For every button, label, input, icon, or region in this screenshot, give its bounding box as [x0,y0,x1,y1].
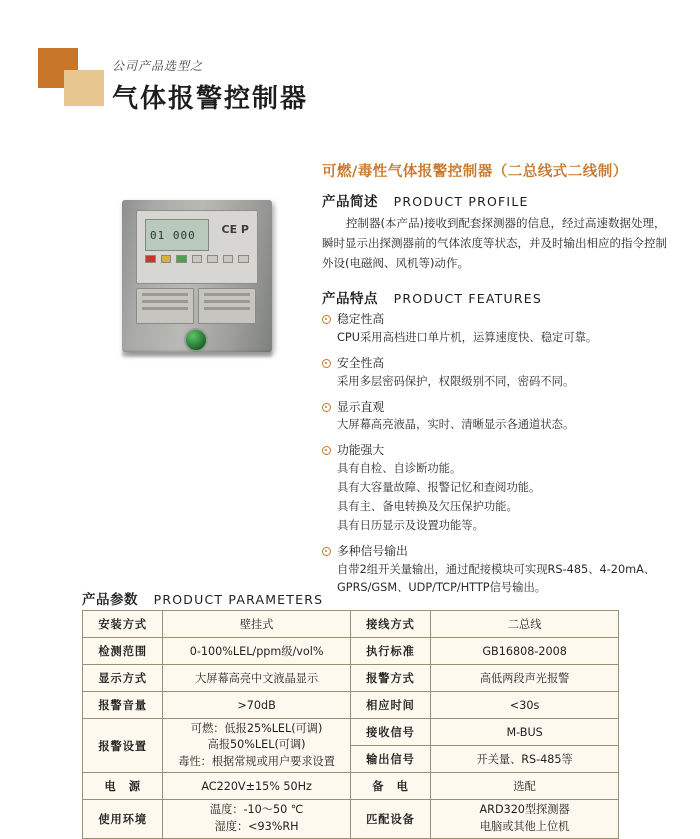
table-row [83,773,619,800]
parameters-title-cn: 产品参数 [82,592,138,608]
led-green-icon [176,255,187,263]
param-value: 高低两段声光报警 [431,665,619,692]
device-shadow [122,351,272,357]
param-label: 报警方式 [350,665,430,692]
table-row [83,692,619,719]
device-indicator-knob [184,328,208,352]
device-module-left [136,288,194,324]
page-header [0,0,700,120]
module-line [204,300,250,303]
page-title: 气体报警控制器 [112,84,309,114]
parameters-title-en: PRODUCT PARAMETERS [153,592,324,607]
feature-body [322,416,670,435]
feature-head [322,355,670,373]
feature-line: 大屏幕高亮液晶，实时、清晰显示各通道状态。 [337,418,575,432]
feature-head [322,311,670,329]
profile-title-en: PRODUCT PROFILE [393,194,529,209]
feature-line: 自带2组开关量输出，通过配接模块可实现RS-485、4-20mA、 [337,562,656,576]
param-value: 大屏幕高亮中文液晶显示 [163,665,350,692]
feature-head-label: 安全性高 [337,355,385,370]
param-value-line: 电脑或其他上位机 [479,819,570,833]
ring-bullet-icon [322,547,331,556]
feature-line: CPU采用高档进口单片机，运算速度快、稳定可靠。 [337,330,598,344]
ring-bullet-icon [322,359,331,368]
param-label: 安装方式 [83,611,163,638]
param-value: 选配 [431,773,619,800]
module-line [142,300,188,303]
device-lcd-screen [145,219,209,251]
led-blank-icon [238,255,249,263]
param-value-line: 可燃：低报25%LEL(可调) [190,722,323,736]
feature-head-label: 稳定性高 [337,312,385,327]
param-value-multiline [163,719,350,773]
profile-title-cn: 产品简述 [322,194,378,210]
decor-square-tan [64,70,104,106]
param-label: 备 电 [350,773,430,800]
feature-head-label: 显示直观 [337,399,385,414]
led-blank-icon [207,255,218,263]
ring-bullet-icon [322,403,331,412]
table-row [83,719,619,746]
param-label: 输出信号 [350,746,430,773]
device-module-right [198,288,256,324]
param-value: 0-100%LEL/ppm级/vol% [163,638,350,665]
feature-line: 具有大容量故障、报警记忆和查阅功能。 [337,480,541,494]
feature-head [322,442,670,460]
param-value: GB16808-2008 [431,638,619,665]
module-line [204,293,250,296]
param-value: >70dB [163,692,350,719]
feature-line: 采用多层密码保护，权限级别不同，密码不同。 [337,374,575,388]
feature-line: 具有日历显示及设置功能等。 [337,518,484,532]
param-label: 使用环境 [83,800,163,839]
param-value: AC220V±15% 50Hz [163,773,350,800]
features-list [322,311,670,598]
product-heading: 可燃/毒性气体报警控制器（二总线式二线制） [322,164,628,180]
decorative-squares [38,48,110,106]
parameters-table [82,610,619,839]
param-label: 相应时间 [350,692,430,719]
feature-head-label: 多种信号输出 [337,543,408,558]
param-value: M-BUS [431,719,619,746]
led-blank-icon [192,255,203,263]
param-label: 接收信号 [350,719,430,746]
led-yellow-icon [161,255,172,263]
param-label: 执行标准 [350,638,430,665]
feature-line: GPRS/GSM、UDP/TCP/HTTP信号输出。 [337,581,547,595]
feature-line: 具有主、备电转换及欠压保护功能。 [337,499,518,513]
table-row [83,665,619,692]
param-label: 报警设置 [83,719,163,773]
module-line [204,307,250,310]
param-value: 二总线 [431,611,619,638]
param-value-line: 毒性：根据常规或用户要求设置 [178,754,335,768]
lcd-digits: 01 000 [150,229,196,242]
table-row [83,800,619,839]
features-title-en: PRODUCT FEATURES [393,291,542,307]
list-item [322,311,670,348]
module-line [142,293,188,296]
feature-head [322,399,670,417]
feature-body [322,561,670,599]
controller-device [122,200,272,352]
param-value: <30s [431,692,619,719]
param-value-multiline [163,800,350,839]
param-label: 显示方式 [83,665,163,692]
param-value-line: 湿度：<93%RH [214,819,299,833]
list-item [322,442,670,536]
device-bezel [136,210,258,284]
device-led-row [145,255,249,263]
param-value-line: ARD320型探测器 [479,803,570,816]
feature-head [322,543,670,561]
list-item [322,399,670,436]
features-section-title [322,287,670,307]
ring-bullet-icon [322,446,331,455]
product-text-column [322,190,670,605]
table-row [83,611,619,638]
led-red-icon [145,255,156,263]
feature-head-label: 功能强大 [337,443,385,458]
header-subtitle: 公司产品选型之 [112,59,204,73]
profile-text: 控制器(本产品)接收到配套探测器的信息，经过高速数据处理，瞬时显示出探测器前的气体浓度等状态，并及时输出相应的指令控制外设(电磁阀、风机等)动作。 [322,216,667,270]
list-item [322,543,670,599]
param-label: 匹配设备 [350,800,430,839]
feature-line: 具有自检、自诊断功能。 [337,461,462,475]
table-row [83,638,619,665]
param-value-line: 高报50%LEL(可调) [207,738,306,752]
features-title-cn: 产品特点 [322,291,378,308]
led-blank-icon [223,255,234,263]
ring-bullet-icon [322,315,331,324]
feature-body [322,460,670,536]
param-value-line: 温度：-10～50 ℃ [209,803,304,816]
list-item [322,355,670,392]
param-label: 报警音量 [83,692,163,719]
feature-body [322,373,670,392]
feature-body [322,329,670,348]
param-value-multiline [431,800,619,839]
device-module-panel [136,288,256,324]
profile-section-title [322,190,670,210]
module-line [142,307,188,310]
param-value: 壁挂式 [163,611,350,638]
param-label: 电 源 [83,773,163,800]
param-value: 开关量、RS-485等 [431,746,619,773]
device-brandmark: CE P [221,223,249,236]
product-photo [110,196,285,356]
param-label: 检测范围 [83,638,163,665]
parameters-section-title [82,588,323,608]
param-label: 接线方式 [350,611,430,638]
